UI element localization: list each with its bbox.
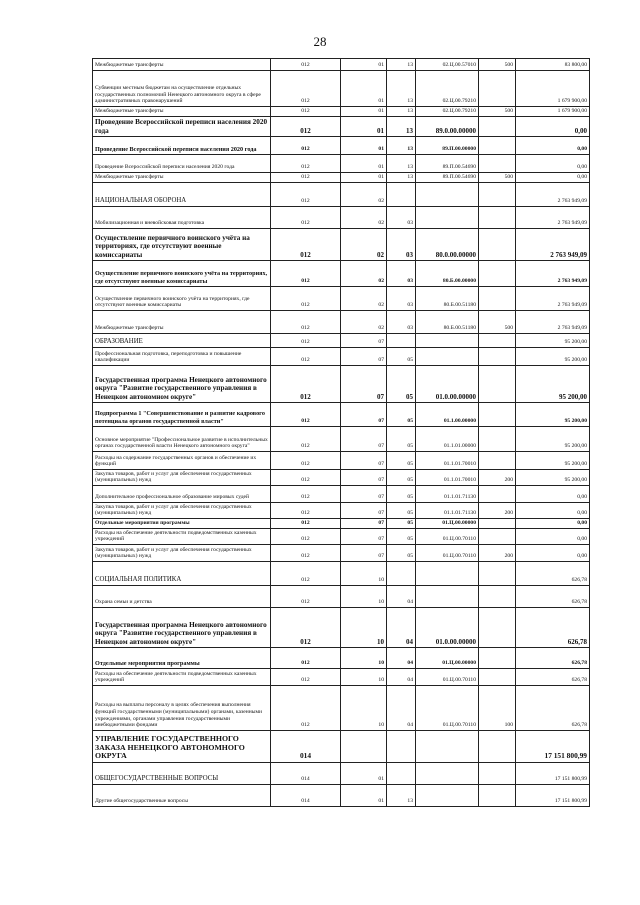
row-subsection-code — [387, 334, 416, 348]
row-ministry-code: 012 — [271, 137, 341, 155]
row-name: Государственная программа Ненецкого автономного округа "Развитие государственного управления в Ненецком автономном округе" — [93, 366, 271, 403]
row-name: Проведение Всероссийской переписи населения 2020 года — [93, 137, 271, 155]
row-target-article: 80.Б.00.51180 — [416, 287, 479, 311]
row-target-article: 01.0.00.00000 — [416, 608, 479, 648]
row-section-code: 10 — [341, 586, 387, 608]
row-name: Межбюджетные трансферты — [93, 107, 271, 117]
table-row — [93, 229, 590, 261]
row-expense-type — [479, 608, 516, 648]
row-section-code: 07 — [341, 486, 387, 503]
row-section-code: 07 — [341, 348, 387, 366]
row-amount: 95 200,00 — [516, 452, 590, 470]
row-name: Расходы на обеспечение деятельности подведомственных казенных учреждений — [93, 669, 271, 686]
row-target-article: 89.П.00.54690 — [416, 155, 479, 173]
row-ministry-code: 012 — [271, 427, 341, 452]
row-subsection-code: 05 — [387, 529, 416, 545]
row-section-code: 01 — [341, 763, 387, 785]
row-section-code: 01 — [341, 785, 387, 807]
row-expense-type: 500 — [479, 107, 516, 117]
row-ministry-code: 012 — [271, 648, 341, 669]
row-section-code: 01 — [341, 59, 387, 71]
row-amount: 0,00 — [516, 173, 590, 183]
table-row — [93, 686, 590, 731]
row-target-article: 01.1.01.70010 — [416, 452, 479, 470]
row-name: Межбюджетные трансферты — [93, 59, 271, 71]
row-amount: 2 763 949,09 — [516, 207, 590, 229]
row-section-code: 02 — [341, 207, 387, 229]
row-amount: 626,78 — [516, 669, 590, 686]
row-amount: 17 151 800,99 — [516, 731, 590, 763]
row-subsection-code: 04 — [387, 648, 416, 669]
row-amount: 626,78 — [516, 608, 590, 648]
row-name: Субвенции местным бюджетам на осуществление отдельных государственных полномочий Ненецкого автономного округа в сфере административных правонарушений — [93, 71, 271, 107]
row-name: Профессиональная подготовка, переподготовка и повышение квалификации — [93, 348, 271, 366]
row-name: Проведение Всероссийской переписи населения 2020 года — [93, 117, 271, 137]
row-amount: 95 200,00 — [516, 334, 590, 348]
row-target-article — [416, 207, 479, 229]
row-section-code: 07 — [341, 470, 387, 486]
row-name: Основное мероприятие "Профессиональное развитие в исполнительных органах государственной власти Ненецкого автономного округа" — [93, 427, 271, 452]
row-subsection-code: 13 — [387, 155, 416, 173]
row-name: Осуществление первичного воинского учёта на территориях, где отсутствуют военные комиссариаты — [93, 229, 271, 261]
row-ministry-code: 012 — [271, 529, 341, 545]
row-expense-type — [479, 486, 516, 503]
row-name: ОБЩЕГОСУДАРСТВЕННЫЕ ВОПРОСЫ — [93, 763, 271, 785]
row-amount: 626,78 — [516, 648, 590, 669]
row-subsection-code: 05 — [387, 486, 416, 503]
row-amount: 17 151 800,99 — [516, 785, 590, 807]
row-name: Отдельные мероприятия программы — [93, 519, 271, 529]
row-ministry-code: 012 — [271, 686, 341, 731]
row-amount: 626,78 — [516, 586, 590, 608]
table-row — [93, 107, 590, 117]
row-amount: 17 151 800,99 — [516, 763, 590, 785]
row-amount: 0,00 — [516, 545, 590, 562]
row-amount: 0,00 — [516, 503, 590, 519]
table-row — [93, 71, 590, 107]
row-section-code: 10 — [341, 686, 387, 731]
row-expense-type — [479, 155, 516, 173]
row-target-article: 02.Ц.00.79210 — [416, 107, 479, 117]
row-ministry-code: 012 — [271, 608, 341, 648]
row-expense-type — [479, 207, 516, 229]
row-section-code: 01 — [341, 71, 387, 107]
row-expense-type: 500 — [479, 59, 516, 71]
row-expense-type — [479, 731, 516, 763]
row-section-code: 02 — [341, 229, 387, 261]
row-ministry-code: 012 — [271, 470, 341, 486]
row-expense-type: 200 — [479, 470, 516, 486]
row-ministry-code: 012 — [271, 348, 341, 366]
row-section-code: 02 — [341, 311, 387, 334]
row-subsection-code — [387, 183, 416, 207]
row-target-article: 01.1.01.00000 — [416, 427, 479, 452]
row-amount: 0,00 — [516, 117, 590, 137]
row-amount: 95 200,00 — [516, 427, 590, 452]
row-ministry-code: 012 — [271, 452, 341, 470]
row-amount: 95 200,00 — [516, 348, 590, 366]
row-amount: 2 763 949,09 — [516, 287, 590, 311]
table-row — [93, 785, 590, 807]
row-subsection-code: 03 — [387, 207, 416, 229]
row-name: Осуществление первичного воинского учёта на территориях, где отсутствуют военные комиссариаты — [93, 261, 271, 287]
row-amount: 2 763 949,09 — [516, 229, 590, 261]
row-name: Осуществление первичного воинского учёта на территориях, где отсутствуют военные комиссариаты — [93, 287, 271, 311]
row-name: Дополнительное профессиональное образование мировых судей — [93, 486, 271, 503]
row-subsection-code: 13 — [387, 117, 416, 137]
row-subsection-code: 05 — [387, 545, 416, 562]
row-expense-type — [479, 71, 516, 107]
row-target-article: 01.0.00.00000 — [416, 366, 479, 403]
row-target-article — [416, 731, 479, 763]
table-row — [93, 173, 590, 183]
row-name: Подпрограмма 1 "Совершенствование и развитие кадрового потенциала органов государственной власти" — [93, 403, 271, 427]
row-ministry-code: 014 — [271, 763, 341, 785]
row-target-article: 01.Ц.00.70110 — [416, 529, 479, 545]
row-expense-type — [479, 669, 516, 686]
table-row — [93, 207, 590, 229]
row-amount: 83 800,00 — [516, 59, 590, 71]
table-row — [93, 562, 590, 586]
row-name: Закупка товаров, работ и услуг для обеспечения государственных (муниципальных) нужд — [93, 503, 271, 519]
row-amount: 2 763 949,09 — [516, 311, 590, 334]
row-expense-type — [479, 529, 516, 545]
row-name: Межбюджетные трансферты — [93, 311, 271, 334]
row-amount: 1 679 900,00 — [516, 107, 590, 117]
row-ministry-code: 012 — [271, 59, 341, 71]
row-name: Другие общегосударственные вопросы — [93, 785, 271, 807]
row-amount: 95 200,00 — [516, 366, 590, 403]
row-expense-type: 100 — [479, 686, 516, 731]
row-subsection-code: 03 — [387, 261, 416, 287]
row-target-article: 89.П.00.54690 — [416, 173, 479, 183]
row-subsection-code: 13 — [387, 173, 416, 183]
row-expense-type: 500 — [479, 311, 516, 334]
row-amount: 626,78 — [516, 562, 590, 586]
row-ministry-code: 012 — [271, 562, 341, 586]
row-amount: 0,00 — [516, 155, 590, 173]
row-ministry-code: 012 — [271, 183, 341, 207]
row-expense-type: 500 — [479, 173, 516, 183]
row-subsection-code: 05 — [387, 427, 416, 452]
row-ministry-code: 012 — [271, 486, 341, 503]
budget-table — [92, 58, 590, 807]
row-target-article: 02.Ц.00.79210 — [416, 71, 479, 107]
row-subsection-code — [387, 562, 416, 586]
row-amount: 0,00 — [516, 529, 590, 545]
row-ministry-code: 012 — [271, 155, 341, 173]
row-name: Мобилизационная и вневойсковая подготовка — [93, 207, 271, 229]
table-row — [93, 117, 590, 137]
row-section-code: 02 — [341, 183, 387, 207]
table-row — [93, 503, 590, 519]
row-target-article: 89.П.00.00000 — [416, 137, 479, 155]
row-ministry-code: 012 — [271, 117, 341, 137]
row-amount: 2 763 949,09 — [516, 261, 590, 287]
row-section-code: 07 — [341, 529, 387, 545]
row-ministry-code: 012 — [271, 519, 341, 529]
row-ministry-code: 012 — [271, 173, 341, 183]
row-target-article: 01.1.01.70010 — [416, 470, 479, 486]
table-row — [93, 486, 590, 503]
row-target-article — [416, 562, 479, 586]
row-name: Закупка товаров, работ и услуг для обеспечения государственных (муниципальных) нужд — [93, 470, 271, 486]
row-subsection-code: 05 — [387, 503, 416, 519]
table-row — [93, 137, 590, 155]
row-target-article: 01.Ц.00.70110 — [416, 686, 479, 731]
row-expense-type — [479, 586, 516, 608]
row-section-code: 07 — [341, 503, 387, 519]
row-amount: 1 679 900,00 — [516, 71, 590, 107]
row-subsection-code: 03 — [387, 287, 416, 311]
row-ministry-code: 012 — [271, 107, 341, 117]
row-target-article — [416, 334, 479, 348]
row-ministry-code: 012 — [271, 311, 341, 334]
row-target-article: 89.0.00.00000 — [416, 117, 479, 137]
row-amount: 0,00 — [516, 137, 590, 155]
row-expense-type: 200 — [479, 503, 516, 519]
table-row — [93, 669, 590, 686]
row-subsection-code: 13 — [387, 785, 416, 807]
row-name: Охрана семьи и детства — [93, 586, 271, 608]
row-name: Межбюджетные трансферты — [93, 173, 271, 183]
row-expense-type — [479, 117, 516, 137]
row-section-code: 10 — [341, 648, 387, 669]
row-target-article: 01.Ц.00.00000 — [416, 519, 479, 529]
table-row — [93, 155, 590, 173]
row-amount: 626,78 — [516, 686, 590, 731]
row-section-code: 07 — [341, 452, 387, 470]
row-expense-type — [479, 785, 516, 807]
row-expense-type — [479, 287, 516, 311]
row-amount: 95 200,00 — [516, 470, 590, 486]
row-name: ОБРАЗОВАНИЕ — [93, 334, 271, 348]
row-name: УПРАВЛЕНИЕ ГОСУДАРСТВЕННОГО ЗАКАЗА НЕНЕЦКОГО АВТОНОМНОГО ОКРУГА — [93, 731, 271, 763]
table-row — [93, 763, 590, 785]
row-expense-type — [479, 562, 516, 586]
row-section-code: 10 — [341, 562, 387, 586]
row-ministry-code: 012 — [271, 366, 341, 403]
table-row — [93, 608, 590, 648]
row-name: Расходы на обеспечение деятельности подведомственных казенных учреждений — [93, 529, 271, 545]
row-expense-type — [479, 183, 516, 207]
row-section-code: 07 — [341, 366, 387, 403]
row-section-code: 01 — [341, 107, 387, 117]
row-name: Расходы на содержание государственных органов и обеспечение их функций — [93, 452, 271, 470]
row-subsection-code: 04 — [387, 586, 416, 608]
row-section-code: 01 — [341, 155, 387, 173]
row-amount: 0,00 — [516, 486, 590, 503]
table-row — [93, 311, 590, 334]
row-target-article: 02.Ц.00.57010 — [416, 59, 479, 71]
row-subsection-code: 05 — [387, 366, 416, 403]
table-row — [93, 261, 590, 287]
row-target-article: 01.Ц.00.70110 — [416, 669, 479, 686]
table-row — [93, 348, 590, 366]
table-row — [93, 470, 590, 486]
row-section-code: 07 — [341, 427, 387, 452]
row-target-article: 80.Б.00.00000 — [416, 261, 479, 287]
row-subsection-code: 05 — [387, 470, 416, 486]
row-subsection-code — [387, 763, 416, 785]
row-section-code: 07 — [341, 334, 387, 348]
row-ministry-code: 012 — [271, 503, 341, 519]
row-section-code: 10 — [341, 608, 387, 648]
row-section-code: 02 — [341, 261, 387, 287]
row-section-code: 01 — [341, 117, 387, 137]
row-subsection-code: 05 — [387, 348, 416, 366]
table-row — [93, 403, 590, 427]
page-number: 28 — [313, 34, 327, 49]
table-row — [93, 287, 590, 311]
row-expense-type — [479, 137, 516, 155]
row-expense-type — [479, 763, 516, 785]
row-section-code: 07 — [341, 403, 387, 427]
row-ministry-code: 012 — [271, 334, 341, 348]
row-subsection-code: 13 — [387, 59, 416, 71]
row-expense-type — [479, 229, 516, 261]
row-section-code — [341, 731, 387, 763]
row-target-article — [416, 785, 479, 807]
row-name: Закупка товаров, работ и услуг для обеспечения государственных (муниципальных) нужд — [93, 545, 271, 562]
row-target-article: 01.1.01.71130 — [416, 503, 479, 519]
row-expense-type — [479, 403, 516, 427]
row-ministry-code: 012 — [271, 261, 341, 287]
row-ministry-code: 014 — [271, 731, 341, 763]
row-ministry-code: 012 — [271, 545, 341, 562]
row-name: СОЦИАЛЬНАЯ ПОЛИТИКА — [93, 562, 271, 586]
row-subsection-code: 13 — [387, 107, 416, 117]
row-section-code: 10 — [341, 669, 387, 686]
row-amount: 0,00 — [516, 519, 590, 529]
row-expense-type — [479, 366, 516, 403]
row-subsection-code: 04 — [387, 608, 416, 648]
budget-table-body — [93, 59, 590, 807]
row-amount: 95 200,00 — [516, 403, 590, 427]
row-expense-type — [479, 348, 516, 366]
table-row — [93, 366, 590, 403]
row-expense-type — [479, 519, 516, 529]
row-name: Отдельные мероприятия программы — [93, 648, 271, 669]
table-row — [93, 59, 590, 71]
table-row — [93, 183, 590, 207]
row-target-article — [416, 183, 479, 207]
table-row — [93, 545, 590, 562]
row-ministry-code: 012 — [271, 669, 341, 686]
row-target-article: 01.1.00.00000 — [416, 403, 479, 427]
row-section-code: 07 — [341, 519, 387, 529]
row-ministry-code: 012 — [271, 403, 341, 427]
row-target-article: 01.Ц.00.70110 — [416, 545, 479, 562]
row-subsection-code: 13 — [387, 137, 416, 155]
row-name: НАЦИОНАЛЬНАЯ ОБОРОНА — [93, 183, 271, 207]
row-subsection-code — [387, 731, 416, 763]
table-row — [93, 529, 590, 545]
row-expense-type: 200 — [479, 545, 516, 562]
row-ministry-code: 012 — [271, 229, 341, 261]
row-target-article — [416, 586, 479, 608]
row-ministry-code: 014 — [271, 785, 341, 807]
row-subsection-code: 03 — [387, 229, 416, 261]
row-section-code: 02 — [341, 287, 387, 311]
row-target-article: 01.1.01.71130 — [416, 486, 479, 503]
row-ministry-code: 012 — [271, 287, 341, 311]
table-row — [93, 648, 590, 669]
row-name: Государственная программа Ненецкого автономного округа "Развитие государственного управления в Ненецком автономном округе" — [93, 608, 271, 648]
row-name: Расходы на выплаты персоналу в целях обеспечения выполнения функций государственными (муниципальными) органами, казенными учреждениями, органами управления государственными внебюджетными фондами — [93, 686, 271, 731]
row-subsection-code: 13 — [387, 71, 416, 107]
row-subsection-code: 05 — [387, 403, 416, 427]
row-target-article: 80.0.00.00000 — [416, 229, 479, 261]
row-target-article — [416, 348, 479, 366]
row-expense-type — [479, 452, 516, 470]
row-expense-type — [479, 648, 516, 669]
row-ministry-code: 012 — [271, 586, 341, 608]
table-row — [93, 519, 590, 529]
row-section-code: 01 — [341, 137, 387, 155]
table-row — [93, 586, 590, 608]
row-target-article: 01.Ц.00.00000 — [416, 648, 479, 669]
table-row — [93, 334, 590, 348]
table-row — [93, 452, 590, 470]
row-expense-type — [479, 427, 516, 452]
row-expense-type — [479, 334, 516, 348]
row-subsection-code: 03 — [387, 311, 416, 334]
row-target-article: 80.Б.00.51180 — [416, 311, 479, 334]
row-ministry-code: 012 — [271, 207, 341, 229]
row-subsection-code: 04 — [387, 686, 416, 731]
row-expense-type — [479, 261, 516, 287]
table-row — [93, 731, 590, 763]
row-subsection-code: 05 — [387, 519, 416, 529]
row-ministry-code: 012 — [271, 71, 341, 107]
row-name: Проведение Всероссийской переписи населения 2020 года — [93, 155, 271, 173]
row-subsection-code: 04 — [387, 669, 416, 686]
row-subsection-code: 05 — [387, 452, 416, 470]
table-row — [93, 427, 590, 452]
row-section-code: 01 — [341, 173, 387, 183]
row-amount: 2 763 949,09 — [516, 183, 590, 207]
row-target-article — [416, 763, 479, 785]
row-section-code: 07 — [341, 545, 387, 562]
